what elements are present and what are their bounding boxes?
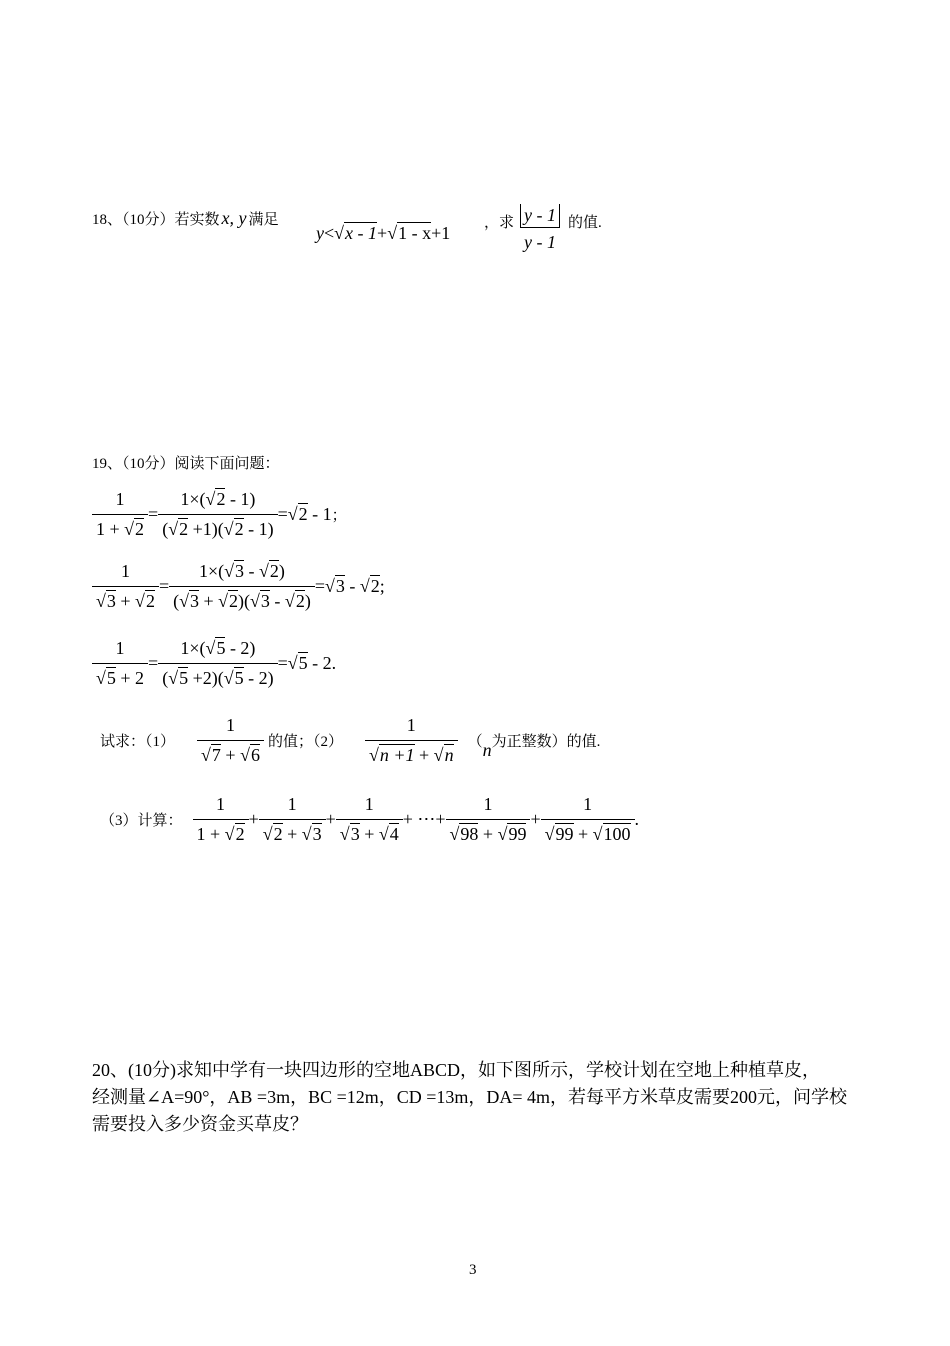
ex2-mid-num: 1×( — [198, 561, 225, 581]
q19-calc-line — [100, 793, 639, 845]
ex2-lhs-num: 1 — [120, 561, 130, 581]
ex2-mid-den-r3: 3 — [260, 590, 270, 611]
ask2-den-r1: n +1 — [379, 744, 415, 765]
calc-dots: + ⋯+ — [402, 808, 446, 829]
q18-fraction — [520, 204, 560, 253]
ask1-den-r1: 7 — [211, 744, 221, 765]
ask2-den-r2: n — [444, 744, 454, 765]
q20-line-1: 20、(10分)求知中学有一块四边形的空地ABCD，如下图所示，学校计划在空地上种植草皮， — [92, 1060, 820, 1080]
ex2-res-eq: = — [314, 575, 325, 596]
ex1-mid-num-r: 2 — [216, 489, 226, 509]
ex2-mid-den-m: )( — [238, 590, 251, 611]
ex1-res-eq: = — [277, 503, 288, 524]
ex1-mid-den-r2: 2 — [234, 518, 244, 539]
ex1-lhs-den-a: 1 + — [96, 518, 125, 539]
q18-cond-r2: 1 - x — [398, 223, 432, 243]
ex2-eq: = — [158, 575, 170, 596]
ex2-res-r2: 2 — [370, 575, 380, 596]
ask1-num: 1 — [225, 715, 235, 735]
calc-term-1-num: 1 — [216, 794, 226, 814]
sqrt-icon: √ — [334, 222, 345, 243]
ex1-res-r: 2 — [298, 503, 308, 524]
ex3-mid-den-t: - 2) — [243, 667, 274, 688]
ask1-den-r2: 6 — [250, 744, 260, 765]
q18-vars: x, y — [221, 208, 247, 228]
q19-example-1: $\frac{1}{1 + √2}$ = $\frac{1\times(√2 - 1)}{(√2 +1)(√2 - 1)}$ = √2 - 1 ； — [92, 488, 347, 540]
q18-cond-lt: < — [324, 222, 335, 243]
ex2-lhs: $\frac{1}{√3 + √2}$ — [92, 560, 159, 612]
q18-cond-tail: +1 — [431, 222, 451, 243]
ex1-mid-den-m: +1)( — [188, 518, 224, 539]
calc-term-4: $\frac{1}{√98 + √99}$ — [446, 793, 531, 845]
ex2-lhs-den-r1: 3 — [106, 590, 116, 611]
ex2-mid: $\frac{1\times(√3 - √2)}{(√3 + √2)(√3 - √2)}$ — [169, 560, 315, 612]
ex3-mid-den-m: +2)( — [188, 667, 224, 688]
ex3-mid-den-r2: 5 — [234, 667, 244, 688]
ex2-mid-num-r1: 3 — [235, 561, 245, 581]
ex2-lhs-den-plus: + — [115, 590, 136, 611]
ask2-suffix: 为正整数）的值. — [491, 733, 601, 750]
ask2-paren: （ — [467, 733, 483, 750]
calc-term-5-num: 1 — [583, 794, 593, 814]
calc-label: （3）计算： — [100, 812, 183, 829]
ex1-end: ； — [331, 507, 347, 524]
ask1-suffix: 的值；（2） — [267, 733, 343, 750]
q18-line — [92, 208, 279, 229]
q19-example-2: $\frac{1}{√3 + √2}$ = $\frac{1\times(√3 - √2)}{(√3 + √2)(√3 - √2)}$ = √3 - √2 ; — [92, 560, 385, 612]
ask2-den-plus: + — [414, 744, 434, 765]
ex2-mid-den-r1: 3 — [189, 590, 199, 611]
q18-comma: ， — [484, 215, 500, 231]
calc-plus-2: + — [325, 808, 336, 829]
q20-paragraph — [92, 1057, 867, 1138]
ex3-lhs: $\frac{1}{√5 + 2}$ — [92, 637, 148, 689]
ex3-mid-num: 1×( — [180, 638, 206, 658]
calc-term-2-r1: 2 — [273, 823, 283, 844]
q19-ask-line — [100, 714, 600, 766]
calc-plus-4: + — [530, 808, 541, 829]
q19-title: 19、（10分）阅读下面问题： — [92, 456, 280, 472]
q18-condition — [316, 222, 450, 244]
q18-frac-den: y - 1 — [520, 227, 560, 254]
ex2-lhs-den-r2: 2 — [145, 590, 155, 611]
ex3-mid-num-r: 5 — [216, 638, 226, 658]
ex1-mid-den-t: - 1) — [243, 518, 274, 539]
ex2-res-m: - — [344, 575, 360, 596]
ex3-eq: = — [148, 652, 159, 673]
ex3-end: . — [331, 652, 337, 673]
ex3-res-r: 5 — [298, 652, 308, 673]
calc-term-2: $\frac{1}{√2 + √3}$ — [259, 793, 326, 845]
q19-example-3: $\frac{1}{√5 + 2}$ = $\frac{1\times(√5 - 2)}{(√5 +2)(√5 - 2)}$ = √5 - 2 . — [92, 637, 336, 689]
ex2-res-r1: 3 — [335, 575, 345, 596]
ex1-mid-den-r1: 2 — [179, 518, 189, 539]
calc-term-3-num: 1 — [364, 794, 374, 814]
ex3-lhs-den-r: 5 — [106, 667, 116, 688]
ask2-num: 1 — [406, 715, 416, 735]
ex2-mid-num-r2: 2 — [269, 561, 279, 581]
ex3-lhs-den-t: + 2 — [115, 667, 145, 688]
calc-term-5-r1: 99 — [555, 823, 574, 844]
calc-term-4-b: 99 — [508, 823, 527, 844]
ex3-lhs-num: 1 — [115, 638, 125, 658]
calc-term-3: $\frac{1}{√3 + √4}$ — [336, 793, 403, 845]
q20-line-2: 经测量∠A=90°，AB =3m，BC =12m，CD =13m，DA= 4m，若每平方米草皮需要200元，问学校 — [92, 1087, 848, 1107]
ex2-mid-den-r2: 2 — [229, 590, 239, 611]
ex1-eq: = — [148, 503, 159, 524]
calc-term-4-r1: 98 — [460, 823, 479, 844]
ex1-mid: $\frac{1\times(√2 - 1)}{(√2 +1)(√2 - 1)}$ — [158, 488, 277, 540]
q20-line-3: 需要投入多少资金买草皮？ — [92, 1114, 308, 1134]
q18-suffix: 的值. — [568, 215, 602, 231]
ex2-mid-den-mm: - — [269, 590, 285, 611]
calc-term-5: $\frac{1}{√99 + √100}$ — [541, 793, 635, 845]
ex3-res-t: - 2 — [307, 652, 332, 673]
q19-ask-label: 试求：（1） — [100, 733, 176, 750]
ex1-mid-num-t: - 1) — [225, 489, 256, 509]
ex3-mid: $\frac{1\times(√5 - 2)}{(√5 +2)(√5 - 2)}$ — [158, 637, 277, 689]
calc-end: . — [634, 808, 640, 829]
ex1-res-t: - 1 — [307, 503, 332, 524]
ex1-lhs-num: 1 — [115, 489, 125, 509]
calc-term-3-b: 4 — [389, 823, 399, 844]
ask2-fraction: $\frac{1}{√n +1 + √n}$ — [365, 714, 458, 766]
sqrt-icon: √ — [387, 222, 398, 243]
calc-term-1-a: 1 + — [196, 823, 225, 844]
q18-cond-plus: + — [377, 222, 388, 243]
ex3-mid-num-t: - 2) — [225, 638, 256, 658]
calc-term-4-num: 1 — [483, 794, 493, 814]
ex2-end: ; — [379, 575, 385, 596]
ex2-mid-num-m: - — [244, 561, 260, 581]
q18-cond-y: y — [316, 222, 324, 243]
calc-term-2-num: 1 — [287, 794, 297, 814]
ex1-lhs-den-r: 2 — [135, 518, 145, 539]
ex1-lhs: $\frac{1}{1 + √2}$ — [92, 488, 148, 540]
ask1-fraction: $\frac{1}{√7 + √6}$ — [197, 714, 264, 766]
q18-ask — [484, 211, 514, 232]
calc-term-1: $\frac{1}{1 + √2}$ — [193, 793, 249, 845]
ex3-res-eq: = — [277, 652, 288, 673]
q18-cond-label: 满足 — [248, 212, 279, 228]
q18-prefix: 18、（10分）若实数 — [92, 212, 220, 228]
q18-frac-num: y - 1 — [520, 204, 560, 227]
ex1-mid-den: ( — [162, 518, 169, 539]
calc-term-1-b: 2 — [235, 823, 245, 844]
ex3-mid-den-r1: 5 — [179, 667, 189, 688]
ask2-var: n — [482, 739, 492, 760]
page-number: 3 — [469, 1262, 477, 1278]
ex2-mid-den-t: ) — [304, 590, 311, 611]
ex2-mid-num-t: ) — [278, 561, 285, 581]
calc-term-3-r1: 3 — [350, 823, 360, 844]
calc-term-2-b: 3 — [312, 823, 322, 844]
ex2-mid-den-p: + — [198, 590, 219, 611]
q18-ask-label: 求 — [499, 215, 515, 231]
ask1-den-plus: + — [220, 744, 241, 765]
calc-term-5-b: 100 — [603, 823, 631, 844]
ex2-mid-den-r4: 2 — [295, 590, 305, 611]
ex1-mid-num: 1×( — [180, 489, 206, 509]
ex2-mid-den: ( — [173, 590, 180, 611]
calc-plus-1: + — [248, 808, 259, 829]
q18-cond-r1: x - 1 — [345, 223, 378, 243]
ex3-mid-den: ( — [162, 667, 169, 688]
